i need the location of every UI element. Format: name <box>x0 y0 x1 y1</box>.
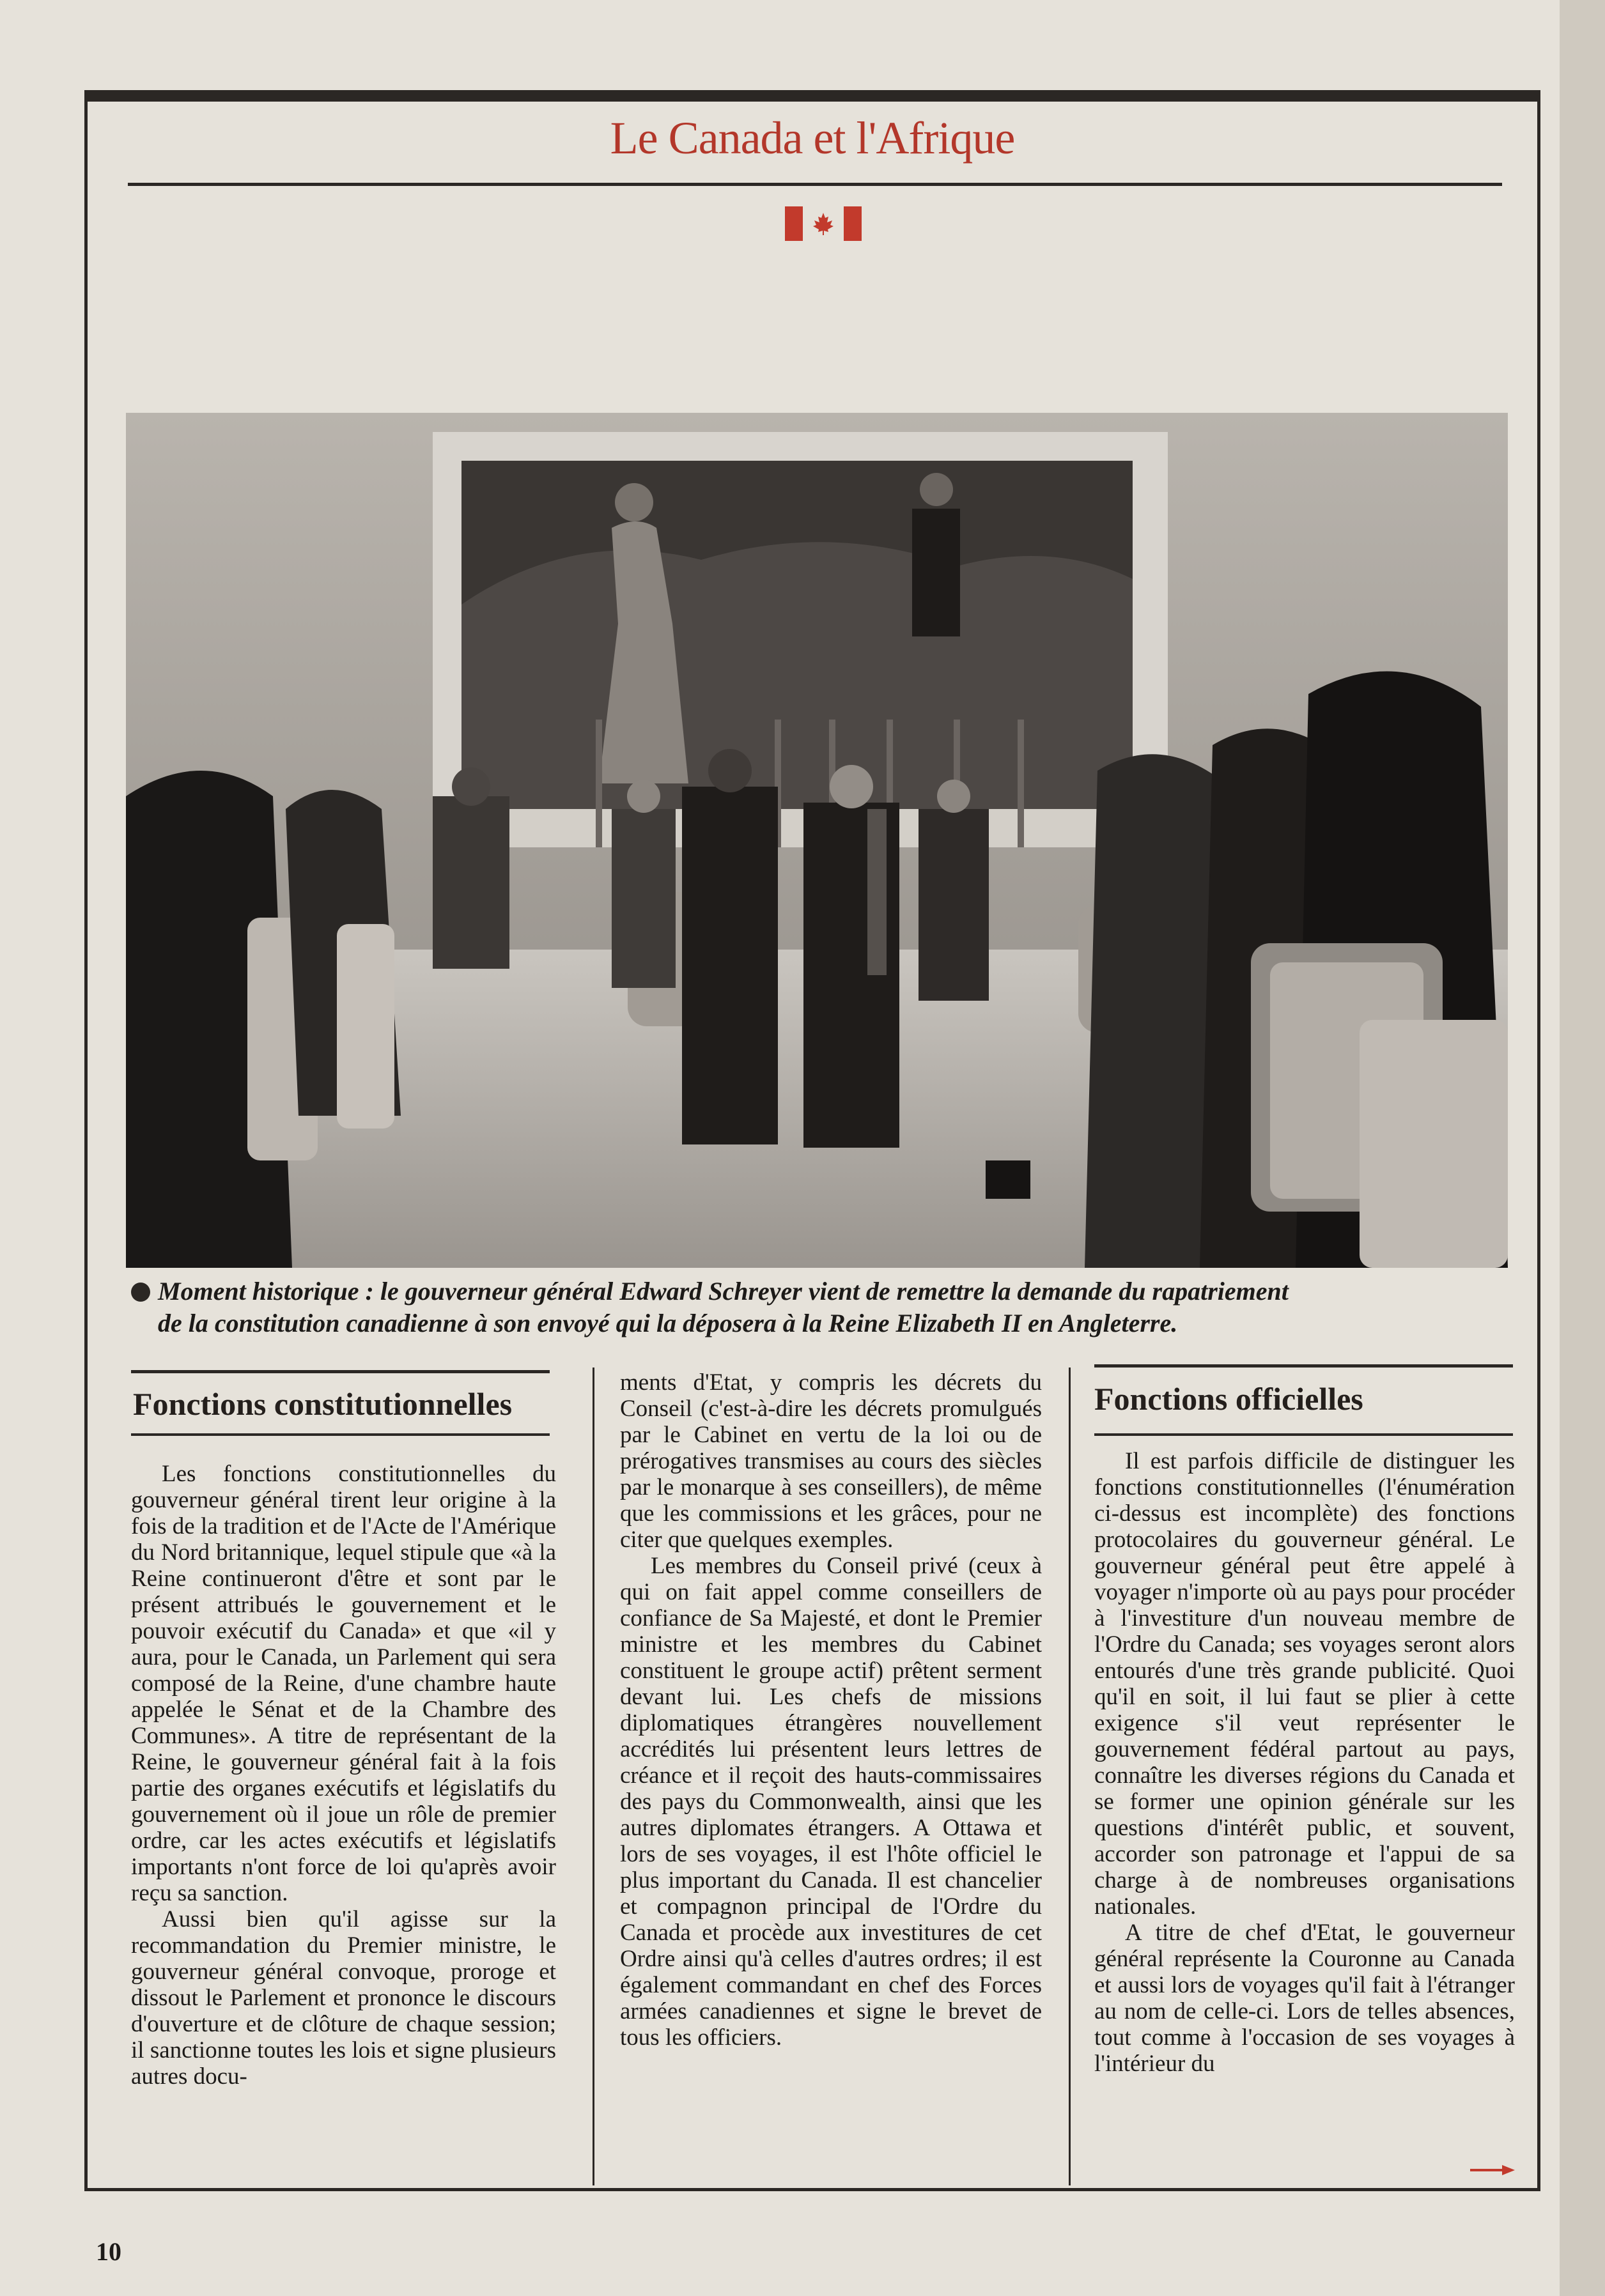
maple-leaf-icon <box>810 211 836 236</box>
photo-caption <box>131 1275 1505 1339</box>
page-number: 10 <box>96 2237 121 2266</box>
column-divider-2 <box>1069 1368 1071 2185</box>
column-3-heading-rule <box>1094 1433 1513 1436</box>
bullet-icon <box>131 1283 150 1302</box>
caption-line-1: Moment historique : le gouverneur général Edward Schreyer vient de remettre la demande du rapatriement <box>158 1277 1289 1306</box>
ceremony-photograph <box>126 413 1508 1268</box>
column-3-text <box>1094 1448 1515 2077</box>
page-edge <box>1560 0 1605 2296</box>
column-2-text <box>620 1369 1042 2051</box>
page-title: Le Canada et l'Afrique <box>610 112 1015 164</box>
column-1-text <box>131 1461 556 2090</box>
top-rule <box>84 90 1540 102</box>
column-3-paragraph-2: A titre de chef d'Etat, le gouverneur général représente la Couronne au Canada et aussi lors de voyages qu'il fait à l'étranger au nom de celle-ci. Lors de telles absences, tout comme à l'occasion de ses voyages à l'intérieur du <box>1094 1920 1515 2077</box>
column-1-paragraph-1: Les fonctions constitutionnelles du gouverneur général tirent leur origine à la fois de la tradition et de l'Acte de l'Amérique du Nord britannique, lequel stipule que «à la Reine continueront d'être et sont par le présent attribués le gouvernement et le pouvoir exécutif du Canada» et que «il y aura, pour le Canada, un Parlement qui sera composé de la Reine, d'une chambre haute appelée le Sénat et de la Chambre des Communes». A titre de représentant de la Reine, le gouverneur général fait à la fois partie des organes exécutifs et législatifs du gouvernement où il joue un rôle de premier ordre, car les actes exécutifs et législatifs importants n'ont force de loi qu'après avoir reçu sa sanction. <box>131 1461 556 1906</box>
column-3-top-rule <box>1094 1364 1513 1368</box>
column-1-heading-rule <box>131 1433 550 1436</box>
column-1-paragraph-2: Aussi bien qu'il agisse sur la recommandation du Premier ministre, le gouverneur général convoque, proroge et dissout le Parlement et prononce le discours d'ouverture et de clôture de chaque session; il sanctionne toutes les lois et signe plusieurs autres docu- <box>131 1906 556 2090</box>
continue-arrow-icon <box>1470 2165 1515 2175</box>
column-3-paragraph-1: Il est parfois difficile de distinguer les fonctions constitutionnelles (l'énumération ci-dessus est incomplète) des fonctions protocolaires du gouverneur général. Le gouverneur général peut être appelé à voyager n'importe où au pays pour procéder à l'investiture d'un nouveau membre de l'Ordre du Canada; ses voyages seront alors entourés d'une très grande publicité. Quoi qu'il en soit, il lui faut se plier à cette exigence s'il veut représenter le gouvernement fédéral partout au pays, connaître les diverses régions du Canada et se former une opinion générale sur les questions d'intérêt public, et souvent, accorder son patronage et l'appui de sa charge à de nombreuses organisations nationales. <box>1094 1448 1515 1920</box>
column-1-heading: Fonctions constitutionnelles <box>133 1386 513 1422</box>
canadian-flag-icon <box>785 206 862 241</box>
column-3-heading: Fonctions officielles <box>1094 1381 1363 1417</box>
caption-line-2: de la constitution canadienne à son envoyé qui la déposera à la Reine Elizabeth II en Angleterre. <box>158 1309 1178 1337</box>
title-rule <box>128 183 1502 186</box>
column-2-paragraph-2: Les membres du Conseil privé (ceux à qui on fait appel comme conseillers de confiance de Sa Majesté, et dont le Premier ministre et les membres du Cabinet constituent le groupe actif) prêtent serment devant lui. Les chefs de missions diplomatiques étrangères nouvellement accrédités lui présentent leurs lettres de créance et il reçoit des hauts-commissaires des pays du Commonwealth, ainsi que les autres diplomates étrangers. A Ottawa et lors de ses voyages, il est l'hôte officiel le plus important du Canada. Il est chancelier et compagnon principal de l'Ordre du Canada et procède aux investitures de cet Ordre ainsi qu'à celles d'autres ordres; il est également commandant en chef des Forces armées canadiennes et signe le brevet de tous les officiers. <box>620 1553 1042 2051</box>
column-1-top-rule <box>131 1370 550 1373</box>
column-2-paragraph-1: ments d'Etat, y compris les décrets du Conseil (c'est-à-dire les décrets promulgués par le Cabinet en vertu de la loi ou de prérogatives transmises au cours des siècles par le monarque à ses conseillers), de même que les commissions et les grâces, pour ne citer que quelques exemples. <box>620 1369 1042 1553</box>
column-divider-1 <box>593 1368 594 2185</box>
